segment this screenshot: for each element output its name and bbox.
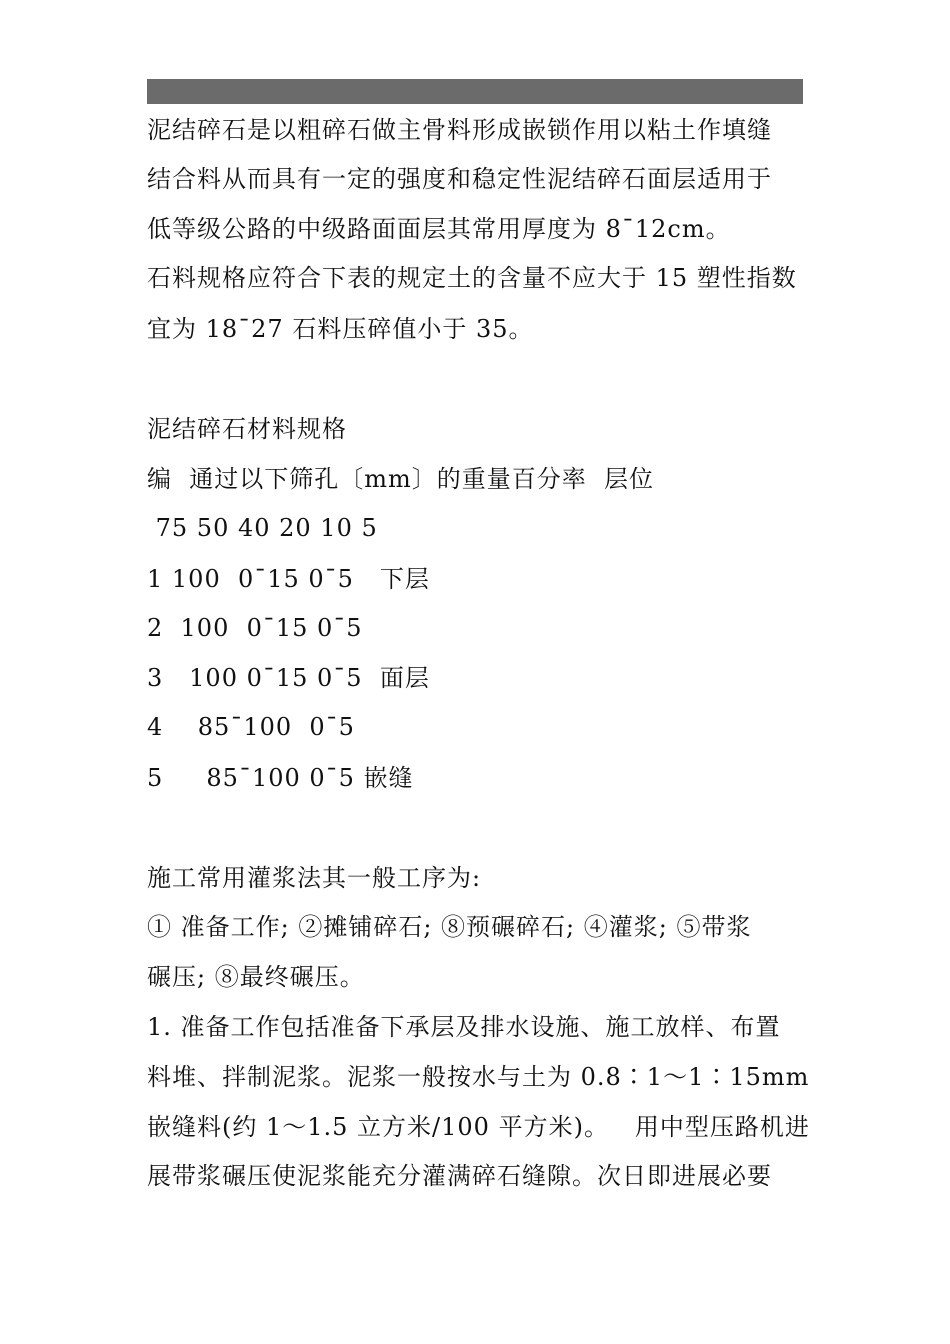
spec-header: 编 通过以下筛孔〔mm〕的重量百分率 层位 [147,465,655,493]
spec-row: 3 100 0¯15 0¯5 面层 [147,664,430,692]
spec-title: 泥结碎石材料规格 [147,415,347,443]
paragraph-line: 展带浆碾压使泥浆能充分灌满碎石缝隙。次日即进展必要 [147,1162,772,1190]
paragraph-line: 宜为 18¯27 石料压碎值小于 35。 [147,315,534,343]
process-step-line: ① 准备工作; ②摊铺碎石; ⑧预碾碎石; ④灌浆; ⑤带浆 [147,913,752,941]
spec-row: 4 85¯100 0¯5 [147,713,355,741]
paragraph-line: 结合料从而具有一定的强度和稳定性泥结碎石面层适用于 [147,165,772,193]
paragraph-line: 泥结碎石是以粗碎石做主骨料形成嵌锁作用以粘土作填缝 [147,116,772,144]
process-title: 施工常用灌浆法其一般工序为: [147,864,482,892]
spec-sizes: 75 50 40 20 10 5 [147,514,378,542]
paragraph-line: 嵌缝料(约 1～1.5 立方米/100 平方米)。 用中型压路机进 [147,1113,810,1141]
spec-row: 5 85¯100 0¯5 嵌缝 [147,764,414,792]
paragraph-line: 料堆、拌制泥浆。泥浆一般按水与土为 0.8∶1～1∶15mm [147,1063,810,1091]
paragraph-line: 1. 准备工作包括准备下承层及排水设施、施工放样、布置 [147,1013,781,1041]
spec-row: 2 100 0¯15 0¯5 [147,614,363,642]
paragraph-line: 石料规格应符合下表的规定土的含量不应大于 15 塑性指数 [147,264,797,292]
paragraph-line: 低等级公路的中级路面面层其常用厚度为 8¯12cm。 [147,215,731,243]
header-bar [147,79,803,104]
spec-row: 1 100 0¯15 0¯5 下层 [147,565,430,593]
process-step-line: 碾压; ⑧最终碾压。 [147,963,365,991]
